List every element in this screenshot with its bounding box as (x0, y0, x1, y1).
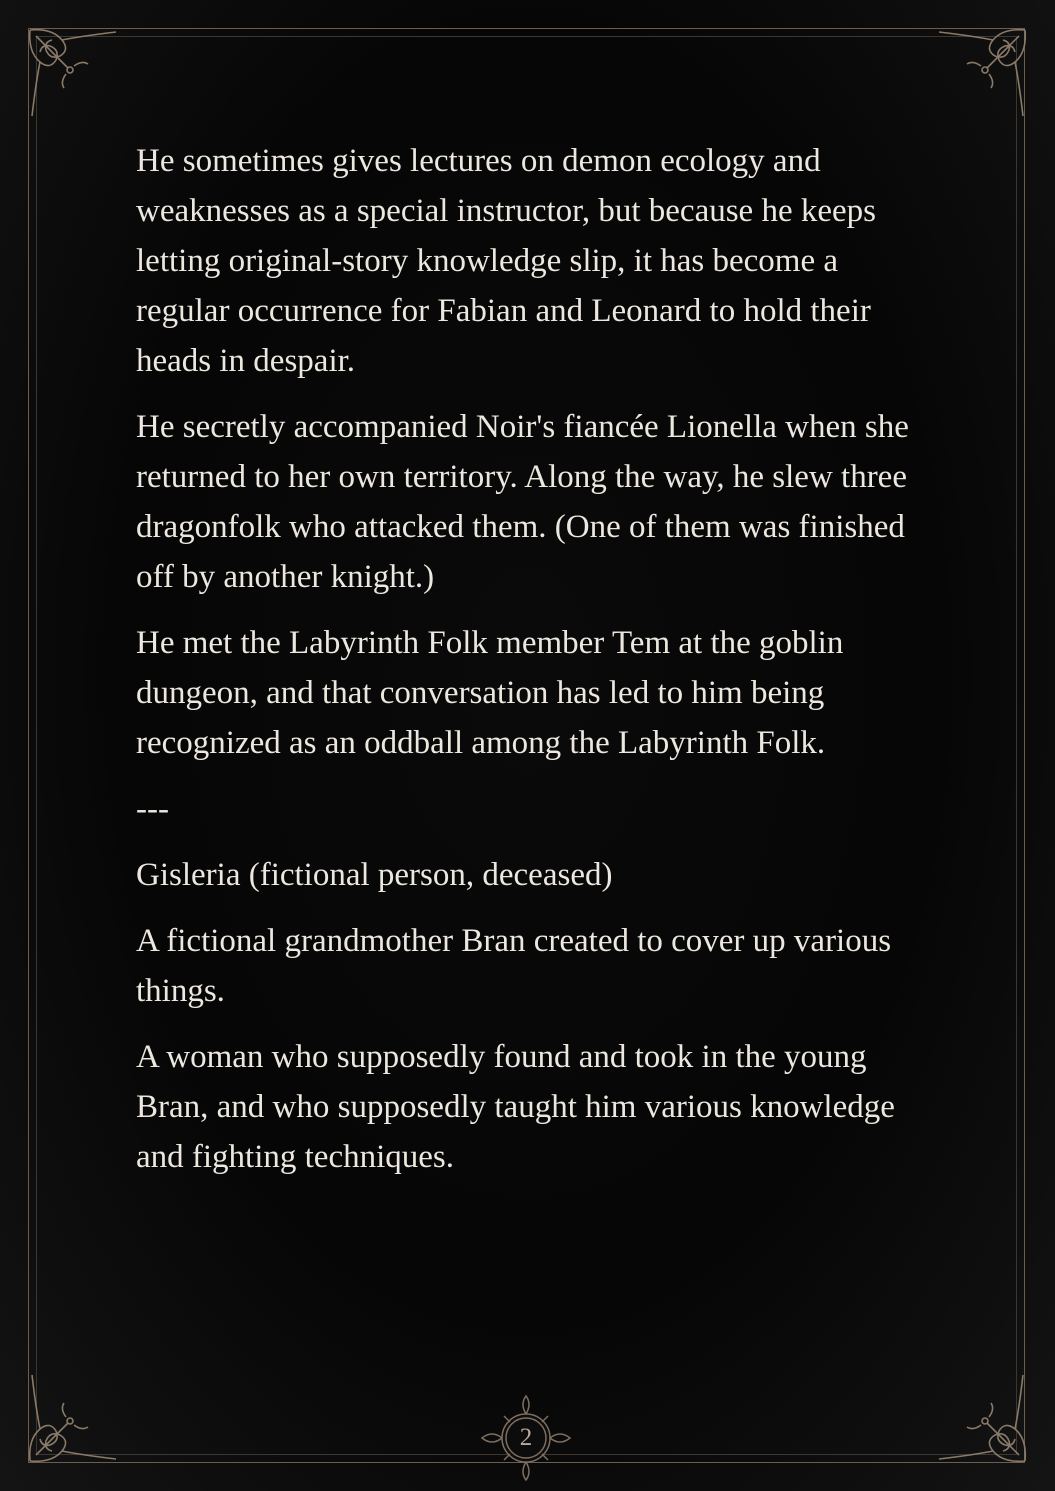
document-body (136, 136, 926, 1198)
paragraph-labyrinth-folk: He met the Labyrinth Folk member Tem at the goblin dungeon, and that conversation has led to him being recognized as an oddball among the Labyrinth Folk. (136, 625, 844, 761)
paragraph-lionella: He secretly accompanied Noir's fiancée Lionella when she returned to her own territory. Along the way, he slew three dragonfolk who attacked them. (One of them was finished off by another knight.) (136, 409, 909, 595)
corner-ornament-icon (937, 1373, 1033, 1469)
corner-ornament-icon (22, 1373, 118, 1469)
paragraph-lectures: He sometimes gives lectures on demon ecology and weaknesses as a special instructor, but because he keeps letting original-story knowledge slip, it has become a regular occurrence for Fabian and Leonard to hold their heads in despair. (136, 143, 876, 379)
entry-heading-gisleria: Gisleria (fictional person, deceased) (136, 857, 613, 893)
paragraph-gisleria-description: A fictional grandmother Bran created to cover up various things. (136, 923, 892, 1009)
page-number-badge (478, 1392, 574, 1484)
section-divider: --- (136, 791, 169, 827)
corner-ornament-icon (937, 22, 1033, 118)
corner-ornament-icon (22, 22, 118, 118)
page-number: 2 (519, 1424, 533, 1451)
paragraph-gisleria-backstory: A woman who supposedly found and took in the young Bran, and who supposedly taught him various knowledge and fighting techniques. (136, 1039, 895, 1175)
